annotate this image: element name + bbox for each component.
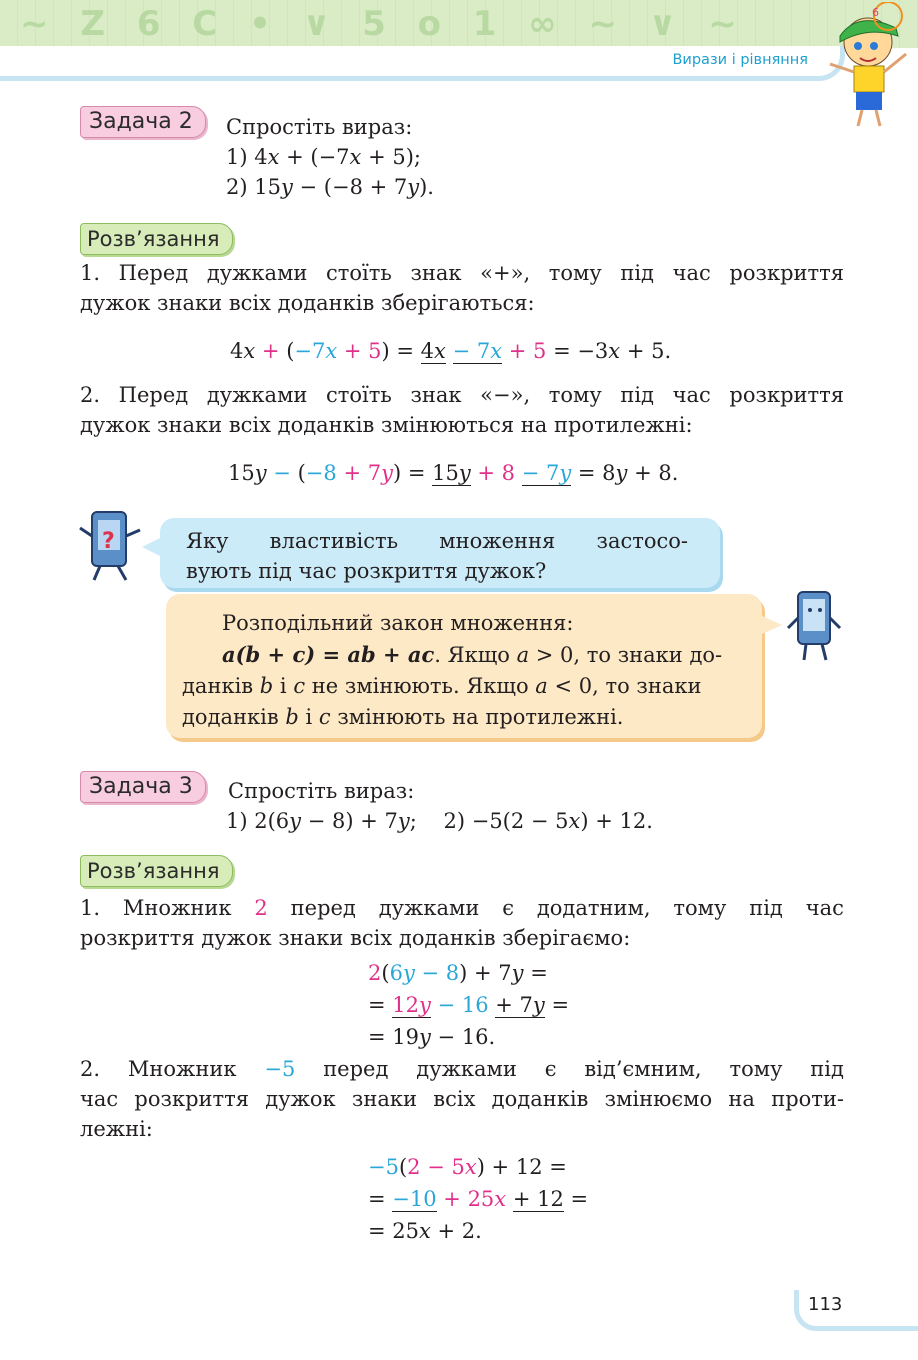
- task-2-prompt: Спростіть вираз:: [226, 115, 413, 139]
- question-robot-illustration: [78, 506, 150, 586]
- solution-3-equation-1-line-2: = 12y − 16 + 7y =: [368, 993, 570, 1017]
- solution-2-paragraph-1-line-1: 1. Перед дужками стоїть знак «+», тому під час розкриття: [80, 261, 844, 285]
- solution-2-equation-2: 15y − (−8 + 7y) = 15y + 8 − 7y = 8y + 8.: [228, 461, 679, 485]
- answer-line-2-rest: . Якщо a > 0, то знаки до-: [434, 643, 723, 667]
- solution-3-paragraph-1-line-1: 1. Множник 2 перед дужками є додатним, тому під час: [80, 896, 844, 920]
- page-number: 113: [808, 1294, 843, 1315]
- task-2-item-2: 2) 15y − (−8 + 7y).: [226, 175, 434, 199]
- svg-text:?: ?: [102, 529, 115, 554]
- solution-3-equation-2-line-2: = −10 + 25x + 12 =: [368, 1187, 589, 1211]
- solution-3-label: Розв’язання: [80, 855, 233, 887]
- solution-3-equation-2-line-3: = 25x + 2.: [368, 1219, 482, 1243]
- solution-3-paragraph-2-line-1: 2. Множник −5 перед дужками є від’ємним, тому під: [80, 1057, 844, 1081]
- task-3-items: 1) 2(6y − 8) + 7y; 2) −5(2 − 5x) + 12.: [226, 809, 653, 833]
- solution-3-equation-1-line-3: = 19y − 16.: [368, 1025, 496, 1049]
- task-3-prompt: Спростіть вираз:: [228, 779, 415, 803]
- solution-2-paragraph-2-line-2: дужок знаки всіх доданків змінюються на протилежні:: [80, 413, 693, 437]
- answer-line-1: Розподільний закон множення:: [222, 611, 574, 635]
- solution-3-paragraph-2-line-3: лежні:: [80, 1117, 153, 1141]
- solution-2-paragraph-2-line-1: 2. Перед дужками стоїть знак «−», тому під час розкриття: [80, 383, 844, 407]
- answer-line-4: доданків b і c змінюють на протилежні.: [182, 705, 624, 729]
- svg-text:6: 6: [872, 6, 879, 19]
- answer-robot-illustration: [782, 588, 848, 666]
- answer-line-3: данків b і c не змінюють. Якщо a < 0, то знаки: [182, 674, 702, 698]
- answer-line-2: [222, 640, 722, 670]
- solution-3-paragraph-2-line-2: час розкриття дужок знаки всіх доданків змінюємо на проти-: [80, 1087, 844, 1111]
- solution-3-equation-2-line-1: −5(2 − 5x) + 12 =: [368, 1155, 567, 1179]
- solution-2-label: Розв’язання: [80, 223, 233, 255]
- task-2-item-1: 1) 4x + (−7x + 5);: [226, 145, 421, 169]
- solution-2-paragraph-1-line-2: дужок знаки всіх доданків зберігаються:: [80, 291, 535, 315]
- solution-3-paragraph-1-line-2: розкриття дужок знаки всіх доданків зберігаємо:: [80, 926, 631, 950]
- task-2-label: Задача 2: [80, 106, 206, 138]
- solution-3-equation-1-line-1: 2(6y − 8) + 7y =: [368, 961, 548, 985]
- task-3-label: Задача 3: [80, 771, 206, 803]
- kid-mascot-illustration: [818, 2, 914, 130]
- top-decorative-banner: [0, 0, 918, 48]
- banner-math-doodles: ~ Z 6 C • ∨ 5 o 1 ∞ ~ ∨ ~: [20, 4, 747, 44]
- question-line-2: вують під час розкриття дужок?: [186, 559, 547, 583]
- section-title: Вирази і рівняння: [672, 52, 808, 68]
- question-line-1: Яку властивість множення застосо-: [186, 529, 688, 553]
- distributive-law-formula: a(b + c) = ab + ac: [222, 642, 435, 667]
- solution-2-equation-1: 4x + (−7x + 5) = 4x − 7x + 5 = −3x + 5.: [230, 339, 672, 363]
